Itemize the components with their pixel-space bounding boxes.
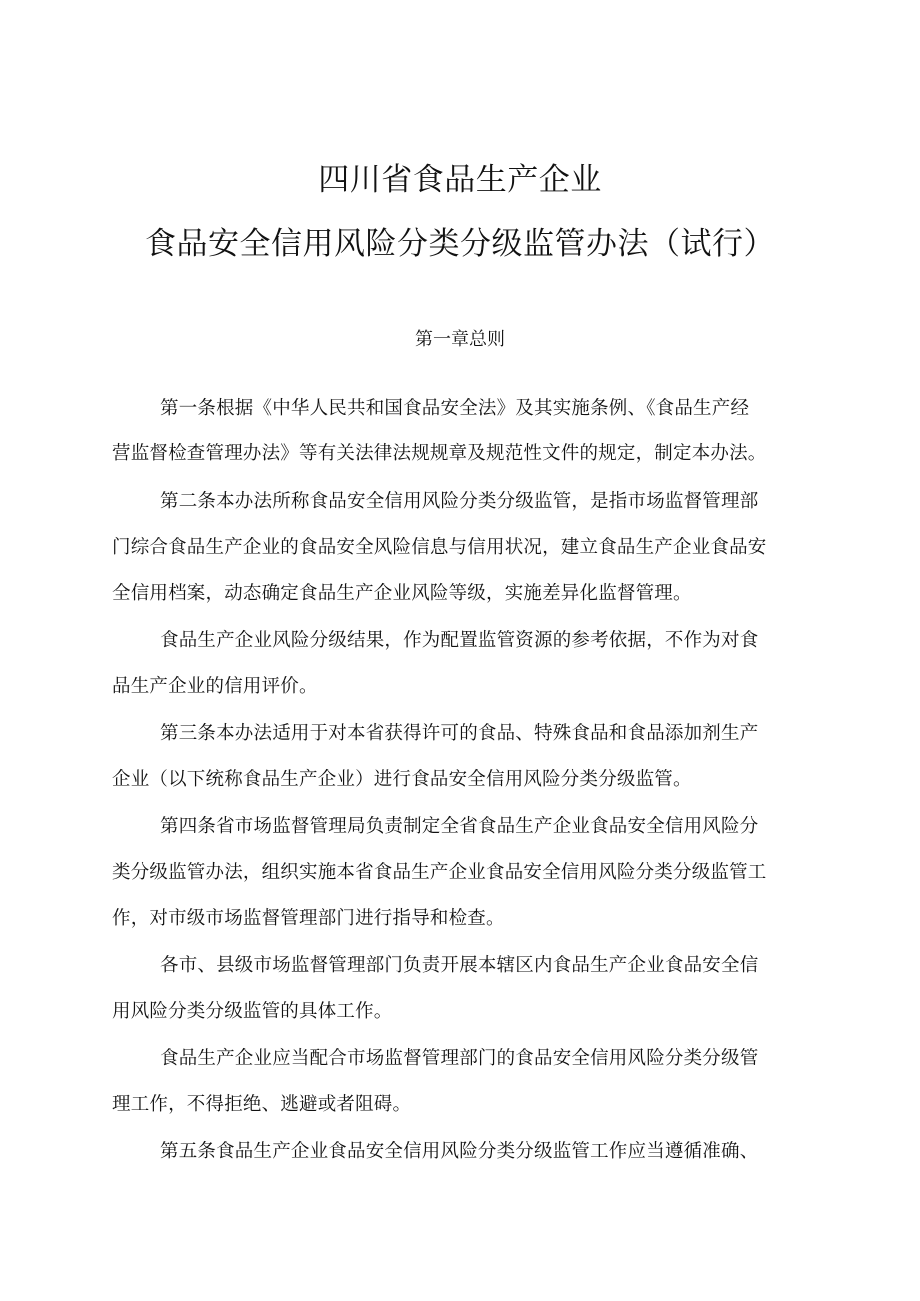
paragraph-line: 用风险分类分级监管的具体工作。	[112, 1001, 393, 1022]
chapter-heading: 第一章总则	[415, 329, 505, 350]
paragraph-line: 第四条省市场监督管理局负责制定全省食品生产企业食品安全信用风险分	[160, 816, 759, 837]
paragraph-line: 理工作，不得拒绝、逃避或者阻碍。	[112, 1094, 412, 1115]
paragraph-line: 品生产企业的信用评价。	[112, 676, 318, 697]
paragraph-line: 第一条根据《中华人民共和国食品安全法》及其实施条例、《食品生产经	[160, 398, 750, 419]
paragraph-line: 企业（以下统称食品生产企业）进行食品安全信用风险分类分级监管。	[112, 769, 692, 790]
document-title-line-1: 四川省食品生产企业	[318, 162, 602, 198]
paragraph-line: 食品生产企业应当配合市场监督管理部门的食品安全信用风险分类分级管	[160, 1048, 759, 1069]
document-title-line-2: 食品安全信用风险分类分级监管办法（试行）	[145, 226, 775, 262]
paragraph-line: 食品生产企业风险分级结果，作为配置监管资源的参考依据，不作为对食	[160, 630, 759, 651]
paragraph-line: 营监督检查管理办法》等有关法律法规规章及规范性文件的规定，制定本办法。	[112, 443, 767, 464]
paragraph-line: 第五条食品生产企业食品安全信用风险分类分级监管工作应当遵循准确、	[160, 1141, 759, 1162]
paragraph-line: 类分级监管办法，组织实施本省食品生产企业食品安全信用风险分类分级监管工	[112, 862, 767, 883]
paragraph-line: 门综合食品生产企业的食品安全风险信息与信用状况，建立食品生产企业食品安	[112, 537, 767, 558]
paragraph-line: 作，对市级市场监督管理部门进行指导和检查。	[112, 908, 505, 929]
paragraph-line: 各市、县级市场监督管理部门负责开展本辖区内食品生产企业食品安全信	[160, 955, 759, 976]
paragraph-line: 第二条本办法所称食品安全信用风险分类分级监管，是指市场监督管理部	[160, 491, 759, 512]
paragraph-line: 第三条本办法适用于对本省获得许可的食品、特殊食品和食品添加剂生产	[160, 723, 759, 744]
paragraph-line: 全信用档案，动态确定食品生产企业风险等级，实施差异化监督管理。	[112, 583, 692, 604]
